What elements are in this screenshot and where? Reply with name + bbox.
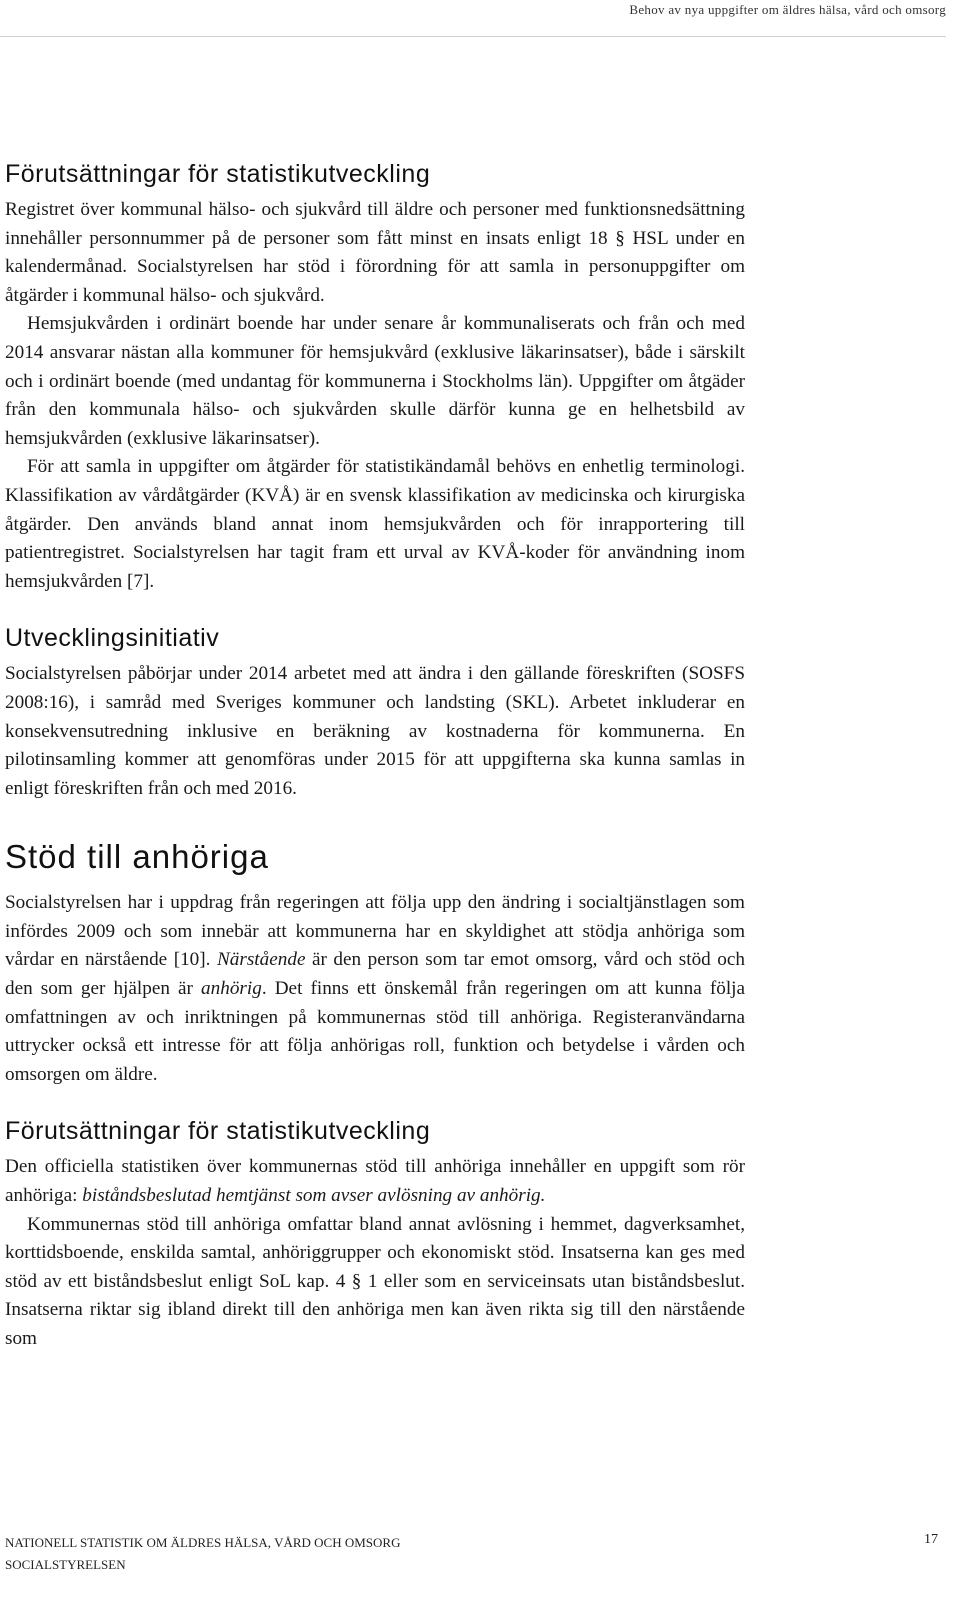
footer-publisher: SOCIALSTYRELSEN	[5, 1557, 126, 1572]
page-body	[5, 154, 745, 1354]
paragraph: För att samla in uppgifter om åtgärder för statistikändamål behövs en enhetlig terminologi. Klassifikation av vårdåtgärder (KVÅ) är en svensk klassifikation av medicinska och kirurgiska åtgärder. Den används bland annat inom hemsjukvården och för inrapportering till patientregistret. Socialstyrelsen har tagit fram ett urval av KVÅ-koder för användning inom hemsjukvården [7].	[5, 456, 745, 592]
footer	[5, 1532, 400, 1576]
emphasis: biståndsbeslutad hemtjänst som avser avlösning av anhörig.	[82, 1185, 546, 1207]
paragraph	[5, 889, 745, 1089]
paragraph: Hemsjukvården i ordinärt boende har under senare år kommunaliserats och från och med 2014 ansvarar nästan alla kommuner för hemsjukvård (exklusive läkarinsatser), både i särskilt och i ordinärt boende (med undantag för kommunerna i Stockholms län). Uppgifter om åtgäder från den kommunala hälso- och sjukvården skulle därför kunna ge en helhetsbild av hemsjukvården (exklusive läkarinsatser).	[5, 313, 745, 449]
text-run: . Det finns ett önskemål från regeringen om att kunna följa omfattningen av och inriktningen på kommunernas stöd till anhöriga. Registeranvändarna uttrycker också ett intresse för att följa anhörigas roll, funktion och betydelse i vården och omsorgen om äldre.	[5, 978, 745, 1085]
subheading-prerequisites: Förutsättningar för statistikutveckling	[5, 1117, 431, 1146]
paragraph: Kommunernas stöd till anhöriga omfattar bland annat avlösning i hemmet, dagverksamhet, korttidsboende, enskilda samtal, anhöriggrupper och ekonomiskt stöd. Insatserna kan ges med stöd av ett biståndsbeslut enligt SoL kap. 4 § 1 eller som en serviceinsats utan biståndsbeslut. Insatserna riktar sig ibland direkt till den anhöriga men kan även rikta sig till den närstående som	[5, 1213, 745, 1349]
footer-publication: NATIONELL STATISTIK OM ÄLDRES HÄLSA, VÅRD OCH OMSORG	[5, 1535, 401, 1550]
page-number: 17	[924, 1532, 938, 1547]
header-divider	[0, 36, 946, 37]
subheading-development-initiative: Utvecklingsinitiativ	[5, 624, 220, 653]
section-title: Stöd till anhöriga	[5, 838, 269, 876]
spacer	[5, 596, 745, 618]
paragraph	[5, 1153, 745, 1210]
text-run: Den officiella statistiken över kommunernas stöd till anhöriga innehåller en uppgift som rör anhöriga:	[5, 1156, 745, 1207]
running-header: Behov av nya uppgifter om äldres hälsa, vård och omsorg	[629, 2, 946, 17]
paragraph: Registret över kommunal hälso- och sjukvård till äldre och personer med funktionsnedsättning innehåller personnummer på de personer som fått minst en insats enligt 18 § HSL under en kalendermånad. Socialstyrelsen har stöd i förordning för att samla in personuppgifter om åtgärder i kommunal hälso- och sjukvård.	[5, 199, 745, 306]
paragraph: Socialstyrelsen påbörjar under 2014 arbetet med att ändra i den gällande föreskriften (SOSFS 2008:16), i samråd med Sveriges kommuner och landsting (SKL). Arbetet inkluderar en konsekvensutredning inklusive en beräkning av kostnaderna för kommunerna. En pilotinsamling kommer att genomföras under 2015 för att uppgifterna ska kunna samlas in enligt föreskriften från och med 2016.	[5, 663, 745, 799]
text-run: Socialstyrelsen har i uppdrag från regeringen att följa upp den ändring i socialtjänstlagen som infördes 2009 och som innebär att kommunerna har en skyldighet att stödja anhöriga som vårdar en närstående [10].	[5, 892, 745, 971]
spacer	[5, 1089, 745, 1111]
emphasis: anhörig	[201, 978, 262, 1000]
text-run: är den person som tar emot omsorg, vård och stöd och den som ger hjälpen är	[5, 949, 745, 1000]
emphasis: Närstående	[216, 949, 306, 971]
subheading-prerequisites: Förutsättningar för statistikutveckling	[5, 160, 431, 188]
